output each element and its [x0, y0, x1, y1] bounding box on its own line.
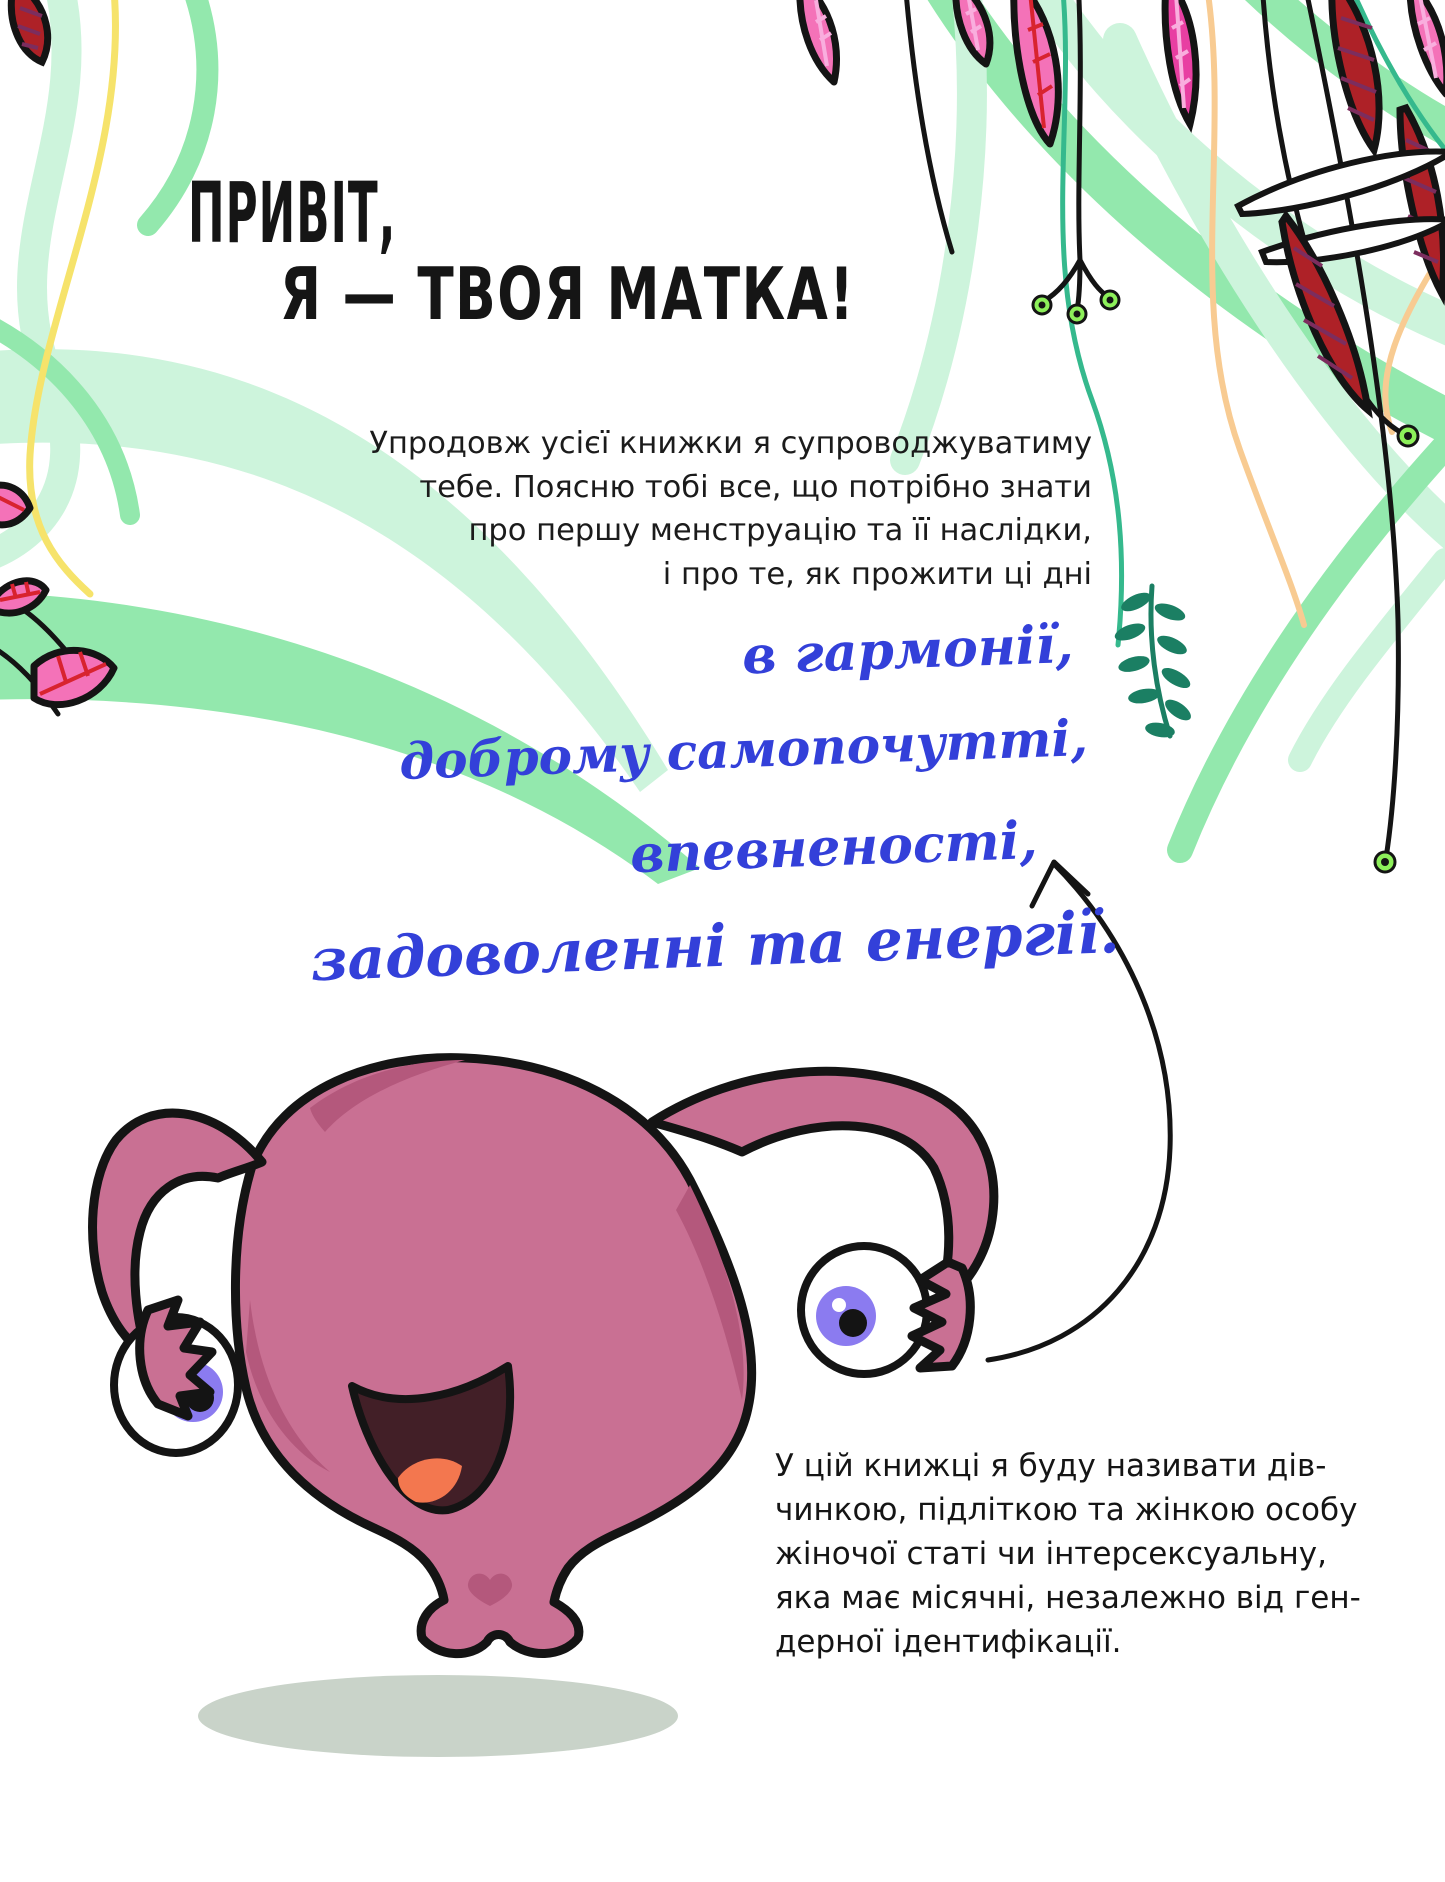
right-pupil — [839, 1309, 867, 1337]
script-line-confidence: впевненості, — [628, 810, 1039, 886]
uterus-body — [235, 1058, 751, 1654]
branch-leaf — [1159, 664, 1194, 692]
teal-branch-right — [1113, 586, 1195, 739]
bud-core — [1039, 302, 1046, 309]
note-line: жіночої статі чи інтерсексуальну, — [775, 1536, 1327, 1572]
bud-core — [1107, 297, 1114, 304]
black-stem — [1078, 0, 1080, 260]
fimbria-right — [912, 1262, 970, 1368]
intro-paragraph — [332, 422, 1092, 596]
intro-line: тебе. Поясню тобі все, що потрібно знати — [419, 469, 1092, 505]
script-line-energy: задоволенні та енергії. — [309, 898, 1121, 995]
intro-line: і про те, як прожити ці дні — [662, 556, 1092, 592]
script-line-harmony: в гармонії, — [740, 614, 1075, 687]
page-title-line1: ПРИВІТ, — [188, 164, 397, 262]
intro-line: про першу менструацію та її наслідки, — [468, 513, 1092, 548]
note-line: У цій книжці я буду називати дів- — [775, 1448, 1327, 1484]
ground-shadow — [198, 1675, 678, 1757]
bud-core — [1381, 858, 1389, 866]
bud-core — [1404, 432, 1412, 440]
bud-core — [1074, 311, 1081, 318]
branch-leaf — [1117, 653, 1152, 675]
stamen — [1044, 260, 1080, 301]
black-stem — [905, 0, 952, 252]
branch-leaf — [1155, 632, 1190, 658]
note-line: чинкою, підліткою та жінкою особу — [775, 1492, 1358, 1528]
branch-leaf — [1153, 600, 1188, 624]
note-paragraph — [775, 1444, 1361, 1664]
page-title-line2: Я — ТВОЯ МАТКА! — [280, 252, 856, 336]
note-line: дерної ідентифікації. — [775, 1624, 1122, 1660]
right-eye-highlight — [832, 1298, 846, 1312]
intro-line: Упродовж усієї книжки я супроводжуватиму — [369, 426, 1092, 461]
note-line: яка має місячні, незалежно від ген- — [775, 1580, 1361, 1616]
green-ribbon — [1180, 430, 1445, 850]
script-line-wellbeing: доброму самопочутті, — [398, 708, 1090, 792]
stamen — [1080, 260, 1108, 297]
